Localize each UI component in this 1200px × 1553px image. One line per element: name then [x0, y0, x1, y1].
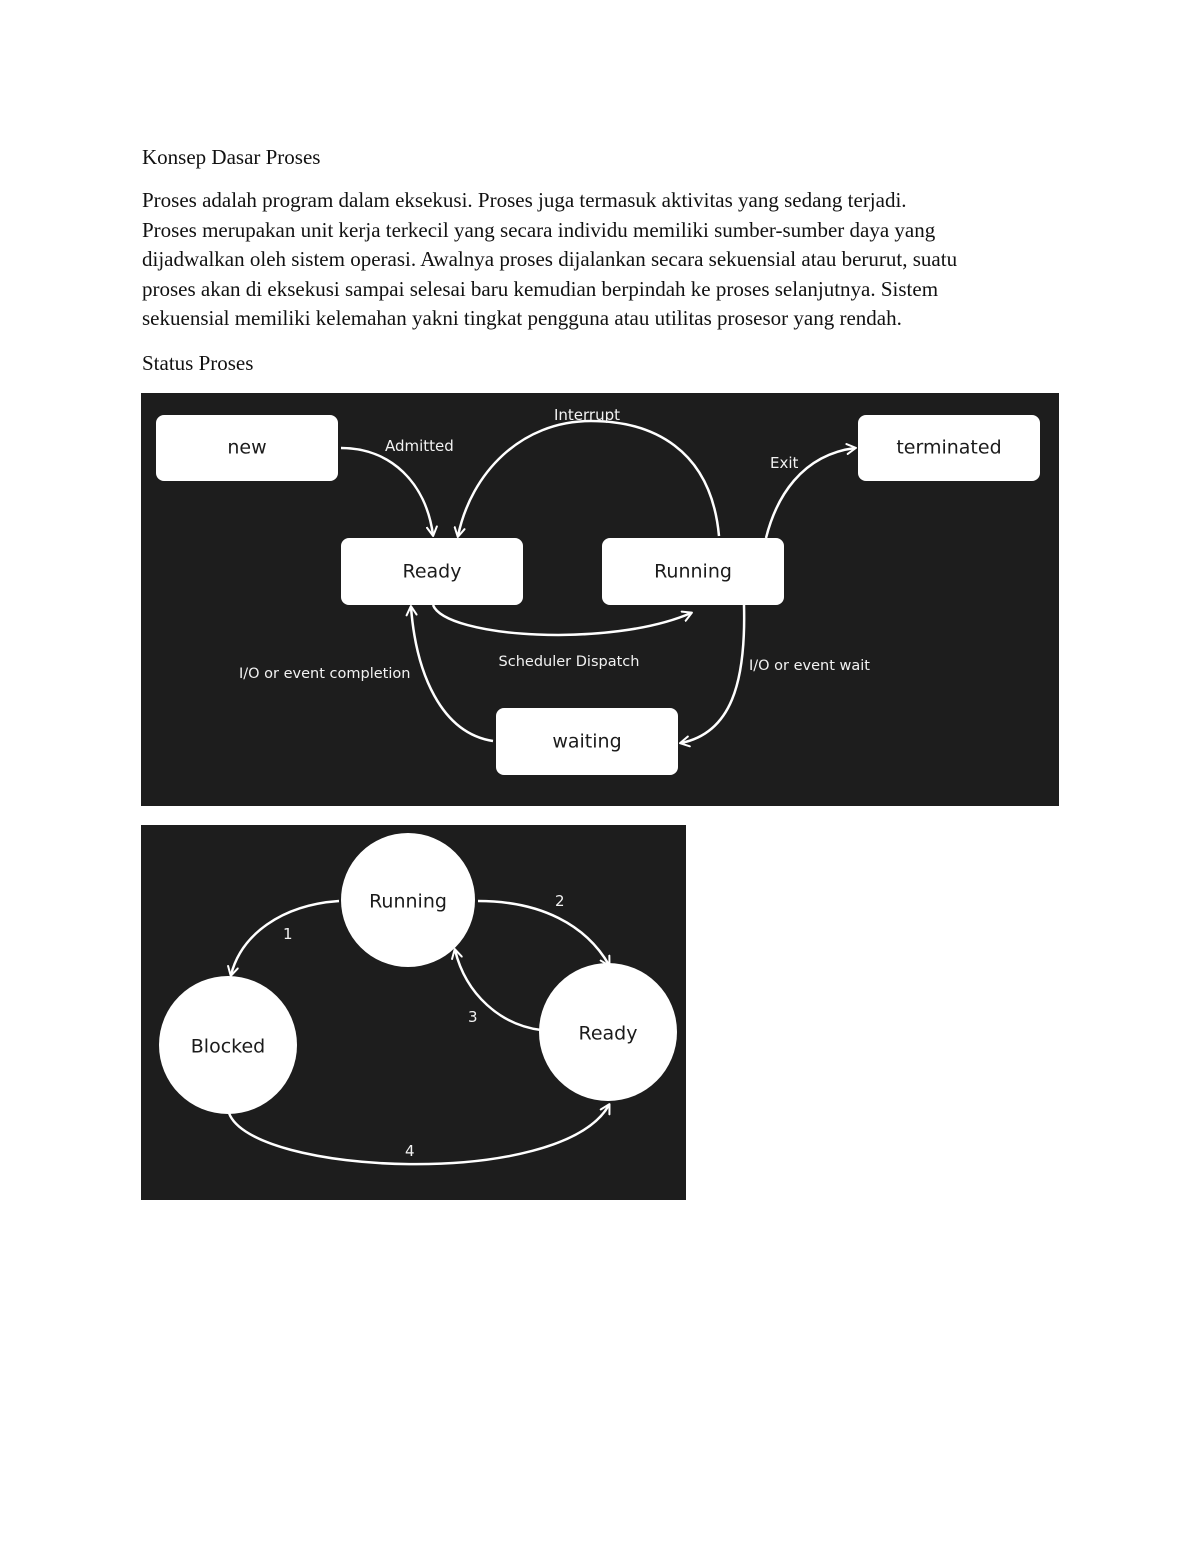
edge-label-exit: Exit — [770, 454, 799, 472]
node-ready-label: Ready — [402, 560, 462, 583]
node-waiting — [496, 708, 678, 775]
node-ready — [341, 538, 523, 605]
edge-label-3: 3 — [468, 1008, 478, 1026]
node-blocked-label: Blocked — [190, 1035, 266, 1058]
heading-konsep-dasar-proses: Konsep Dasar Proses — [142, 145, 321, 169]
edge-admitted — [341, 448, 433, 535]
paragraph-line: sekuensial memiliki kelemahan yakni tingkat pengguna atau utilitas prosesor yang rendah. — [142, 306, 902, 330]
heading-status-proses: Status Proses — [142, 351, 254, 375]
edge-4 — [229, 1105, 609, 1164]
node-running-label: Running — [654, 560, 732, 583]
paragraph-line: dijadwalkan oleh sistem operasi. Awalnya proses dijalankan secara sekuensial atau berurut, suatu — [142, 247, 958, 271]
edge-label-1: 1 — [283, 925, 293, 943]
three-state-diagram — [141, 825, 686, 1200]
node-terminated-label: terminated — [896, 436, 1002, 459]
process-state-diagram — [141, 393, 1059, 806]
edge-label-io-event-wait: I/O or event wait — [749, 658, 870, 674]
node-running — [602, 538, 784, 605]
node-running — [341, 833, 475, 967]
edge-label-4: 4 — [405, 1142, 415, 1160]
edge-scheduler-dispatch — [433, 605, 691, 635]
node-ready — [539, 963, 677, 1101]
edge-label-admitted: Admitted — [385, 437, 454, 455]
edge-2 — [478, 901, 609, 965]
paragraph-definition — [142, 186, 1072, 334]
paragraph-line: Proses adalah program dalam eksekusi. Proses juga termasuk aktivitas yang sedang terjadi. — [142, 188, 907, 212]
edge-io-event-wait — [681, 605, 744, 743]
paragraph-line: proses akan di eksekusi sampai selesai baru kemudian berpindah ke proses selanjutnya. Sistem — [142, 276, 939, 301]
edge-label-interrupt: Interrupt — [553, 406, 621, 424]
three-state-diagram-svg — [141, 825, 686, 1200]
paragraph-line: Proses merupakan unit kerja terkecil yang secara individu memiliki sumber-sumber daya yang — [142, 217, 936, 242]
process-state-diagram-svg — [141, 393, 1059, 806]
node-terminated — [858, 415, 1040, 481]
node-running-label: Running — [369, 890, 447, 913]
node-new-label: new — [227, 436, 267, 459]
node-waiting-label: waiting — [552, 730, 622, 753]
edge-interrupt — [458, 421, 719, 536]
edge-label-scheduler-dispatch: Scheduler Dispatch — [498, 654, 640, 670]
node-blocked — [159, 976, 297, 1114]
node-ready-label: Ready — [578, 1022, 638, 1045]
edge-label-io-event-completion: I/O or event completion — [239, 666, 411, 682]
edge-label-2: 2 — [555, 892, 565, 910]
node-new — [156, 415, 338, 481]
